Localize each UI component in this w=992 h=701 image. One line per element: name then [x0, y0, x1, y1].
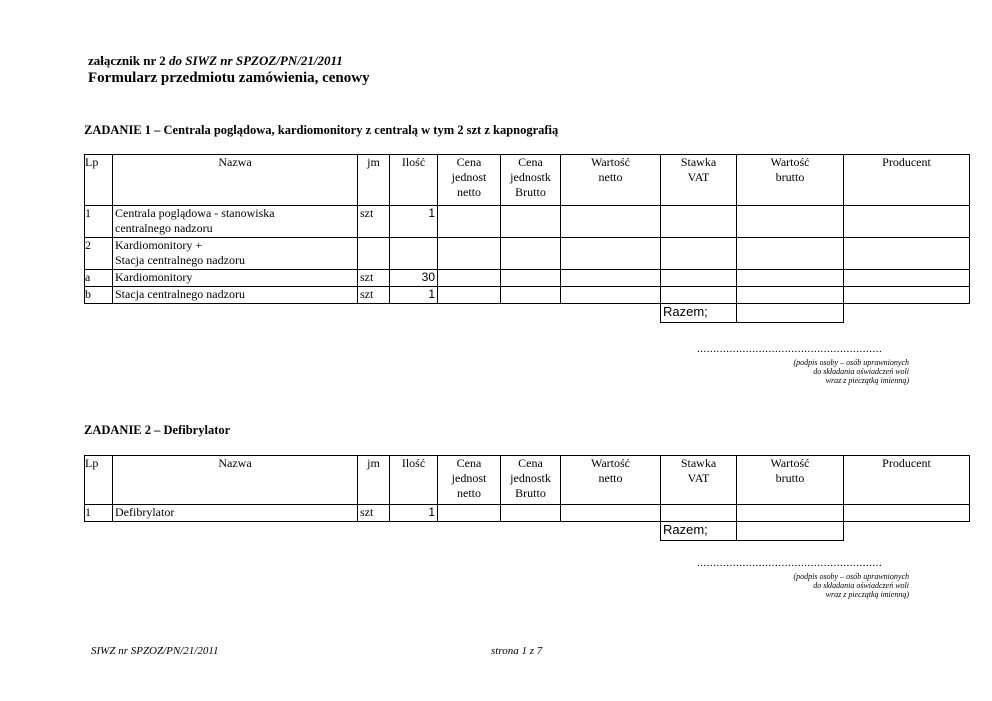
signature-caption: (podpis osoby – osób uprawnionych do składania oświadczeń woli wraz z pieczątką imienną)	[793, 358, 909, 385]
price-gross-cell[interactable]	[501, 505, 561, 522]
task2-table	[84, 455, 970, 541]
signature-line: .........................................................	[697, 343, 883, 355]
col-ilosc: Ilość	[390, 155, 438, 206]
price-gross-cell[interactable]	[501, 206, 561, 238]
task2-header-row: Lp Nazwa jm Ilość Cena jednost netto Cena jednostk Brutto Wartość netto Stawka VAT Wartość brutto Producent	[85, 456, 970, 505]
producer-cell[interactable]	[844, 505, 970, 522]
col-jm: jm	[358, 155, 390, 206]
producer-cell[interactable]	[844, 287, 970, 304]
vat-cell[interactable]	[661, 206, 737, 238]
col-cena-brutto: Cena jednostk Brutto	[501, 155, 561, 206]
total-label: Razem;	[661, 522, 737, 541]
vat-cell[interactable]	[661, 270, 737, 287]
price-net-cell[interactable]	[438, 287, 501, 304]
total-row	[85, 304, 970, 323]
footer-doc-ref: SIWZ nr SPZOZ/PN/21/2011	[91, 645, 219, 657]
signature-line: .........................................................	[697, 557, 883, 569]
value-net-cell[interactable]	[561, 206, 661, 238]
value-gross-cell[interactable]	[737, 287, 844, 304]
col-stawka-vat: Stawka VAT	[661, 155, 737, 206]
col-nazwa: Nazwa	[113, 155, 358, 206]
task1-table	[84, 154, 970, 323]
col-lp: Lp	[85, 155, 113, 206]
value-gross-cell[interactable]	[737, 238, 844, 270]
vat-cell[interactable]	[661, 238, 737, 270]
producer-cell[interactable]	[844, 206, 970, 238]
value-gross-cell[interactable]	[737, 270, 844, 287]
price-gross-cell[interactable]	[501, 287, 561, 304]
task1-title: ZADANIE 1 – Centrala poglądowa, kardiomonitory z centralą w tym 2 szt z kapnografią	[84, 123, 559, 137]
table-row: 1 Centrala poglądowa - stanowiska centralnego nadzoru szt 1	[85, 206, 970, 238]
col-cena-netto: Cena jednost netto	[438, 155, 501, 206]
col-wartosc-brutto: Wartość brutto	[737, 155, 844, 206]
price-net-cell[interactable]	[438, 206, 501, 238]
price-gross-cell[interactable]	[501, 238, 561, 270]
value-gross-cell[interactable]	[737, 505, 844, 522]
total-label: Razem;	[661, 304, 737, 323]
producer-cell[interactable]	[844, 270, 970, 287]
table-row: b Stacja centralnego nadzoru szt 1	[85, 287, 970, 304]
producer-cell[interactable]	[844, 238, 970, 270]
col-producent: Producent	[844, 155, 970, 206]
task2-title: ZADANIE 2 – Defibrylator	[84, 423, 231, 437]
signature-caption: (podpis osoby – osób uprawnionych do składania oświadczeń woli wraz z pieczątką imienną)	[793, 572, 909, 599]
vat-cell[interactable]	[661, 505, 737, 522]
total-row	[85, 522, 970, 541]
value-net-cell[interactable]	[561, 505, 661, 522]
total-cell[interactable]	[737, 304, 844, 323]
form-title: Formularz przedmiotu zamówienia, cenowy	[88, 70, 370, 86]
value-net-cell[interactable]	[561, 287, 661, 304]
vat-cell[interactable]	[661, 287, 737, 304]
price-net-cell[interactable]	[438, 238, 501, 270]
value-net-cell[interactable]	[561, 270, 661, 287]
table-row: 2 Kardiomonitory + Stacja centralnego nadzoru	[85, 238, 970, 270]
table-row: a Kardiomonitory szt 30	[85, 270, 970, 287]
total-cell[interactable]	[737, 522, 844, 541]
table-row: 1 Defibrylator szt 1	[85, 505, 970, 522]
value-gross-cell[interactable]	[737, 206, 844, 238]
value-net-cell[interactable]	[561, 238, 661, 270]
task1-header-row	[85, 155, 970, 206]
attachment-label: załącznik nr 2 do SIWZ nr SPZOZ/PN/21/2011	[88, 53, 343, 68]
col-wartosc-netto: Wartość netto	[561, 155, 661, 206]
footer-page-number: strona 1 z 7	[491, 645, 543, 657]
price-gross-cell[interactable]	[501, 270, 561, 287]
price-net-cell[interactable]	[438, 270, 501, 287]
price-net-cell[interactable]	[438, 505, 501, 522]
